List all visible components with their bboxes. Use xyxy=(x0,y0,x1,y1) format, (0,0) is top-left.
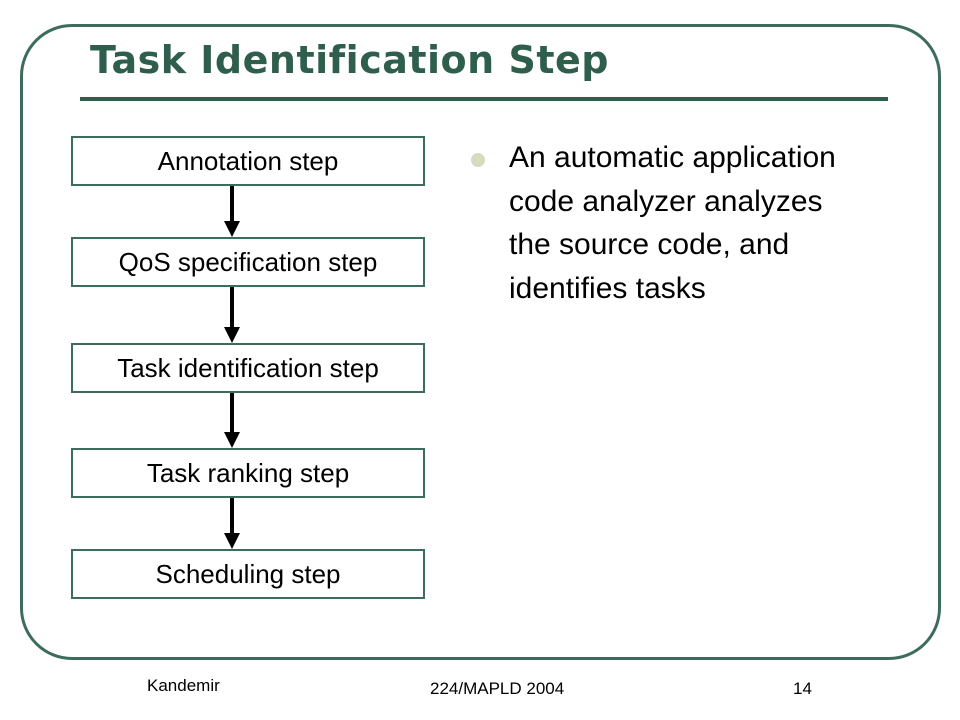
footer-author: Kandemir xyxy=(147,676,220,695)
step-task-ranking: Task ranking step xyxy=(71,448,425,498)
footer-event: 224/MAPLD 2004 xyxy=(430,679,565,698)
step-task-identification: Task identification step xyxy=(71,343,425,393)
bullet-text: An automatic application code analyzer analyzes the source code, and identifies tasks xyxy=(509,141,836,305)
footer-page-number: 14 xyxy=(793,679,812,698)
slide-title: Task Identification Step xyxy=(90,38,609,82)
bullet-dot-icon xyxy=(471,153,485,167)
step-qos-specification: QoS specification step xyxy=(71,237,425,287)
step-annotation: Annotation step xyxy=(71,136,425,186)
step-scheduling: Scheduling step xyxy=(71,549,425,599)
title-underline xyxy=(80,97,888,101)
